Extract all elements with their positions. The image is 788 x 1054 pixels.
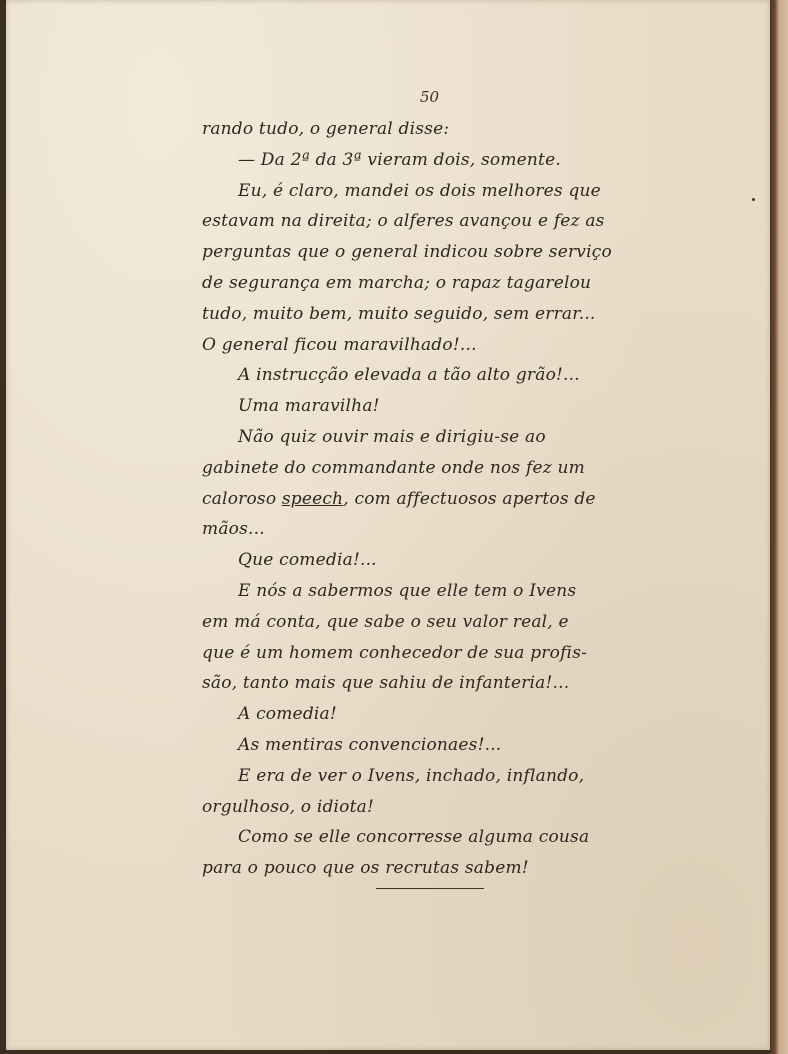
text-line: rando tudo, o general disse: [202, 119, 450, 139]
page-number: 50 [420, 88, 440, 106]
text-line: As mentiras convencionaes!... [238, 734, 502, 755]
text-line: A comedia! [238, 704, 337, 725]
text-line: para o pouco que os recrutas sabem! [202, 858, 529, 879]
text-line: — Da 2ª da 3ª vieram dois, somente. [238, 149, 561, 170]
text-line: Uma maravilha! [238, 396, 380, 417]
text-line: de segurança em marcha; o rapaz tagarelou [202, 272, 592, 293]
text-line: E nós a sabermos que elle tem o Ivens [238, 580, 577, 601]
text-line: E era de ver o Ivens, inchado, inflando, [238, 765, 585, 786]
text-line: O general ficou maravilhado!... [202, 334, 477, 355]
paper-speck [752, 198, 755, 201]
text-line: tudo, muito bem, muito seguido, sem errar... [202, 303, 596, 324]
text-line: Como se elle concorresse alguma cousa [238, 827, 590, 848]
text-fragment: , com affectuosos apertos de [343, 488, 596, 509]
text-line [202, 484, 692, 515]
text-line: orgulhoso, o idiota! [202, 796, 375, 817]
text-line: perguntas que o general indicou sobre serviço [202, 242, 612, 263]
text-line: A instrucção elevada a tão alto grão!... [238, 365, 580, 386]
text-line: Não quiz ouvir mais e dirigiu-se ao [238, 426, 546, 447]
text-line: são, tanto mais que sahiu de infanteria!... [202, 673, 570, 694]
text-line: Eu, é claro, mandei os dois melhores que [238, 180, 601, 201]
text-line: Que comedia!... [238, 550, 377, 571]
text-line: estavam na direita; o alferes avançou e fez as [202, 211, 605, 232]
text-line: que é um homem conhecedor de sua profis- [202, 642, 588, 663]
end-rule [376, 888, 484, 889]
text-line: gabinete do commandante onde nos fez um [202, 457, 585, 478]
text-line: mãos... [202, 519, 265, 540]
text-line: em má conta, que sabe o seu valor real, e [202, 611, 569, 632]
text-fragment: caloroso [202, 488, 282, 509]
manuscript-page [6, 0, 770, 1050]
underlined-word: speech [281, 488, 344, 509]
adjacent-page-edge [770, 0, 788, 1054]
handwritten-text [202, 114, 692, 884]
